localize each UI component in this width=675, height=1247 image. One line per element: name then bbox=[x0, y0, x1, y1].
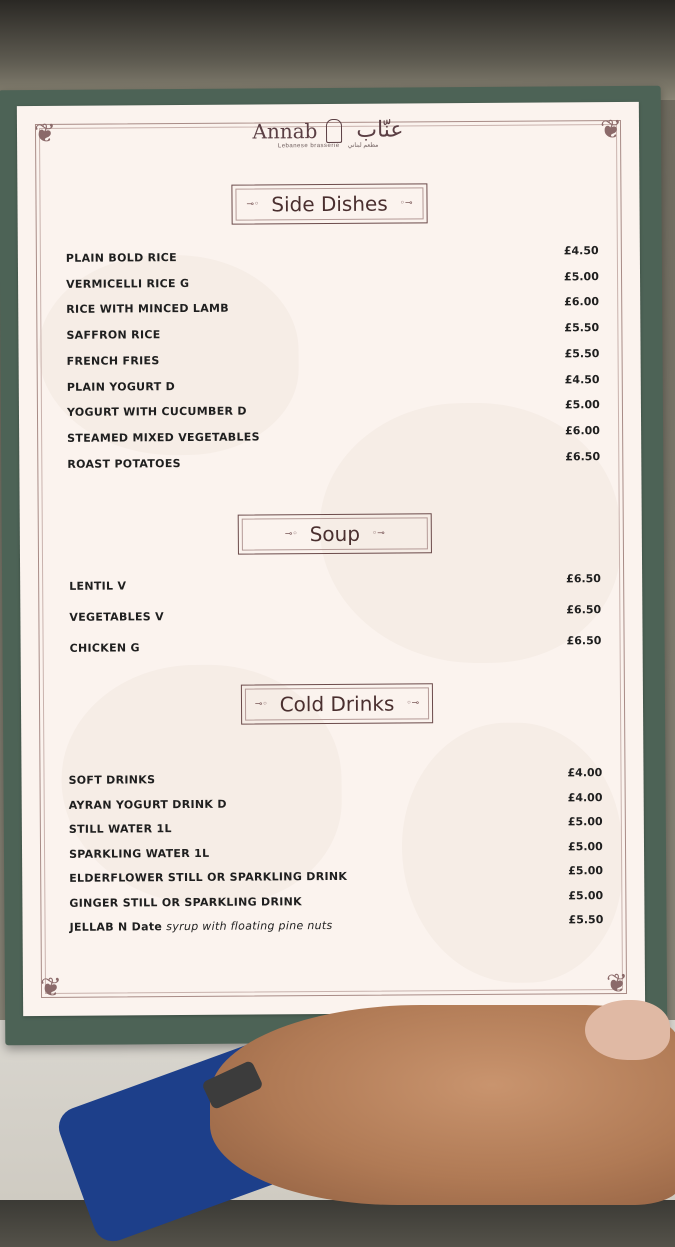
item-name-text: STEAMED MIXED VEGETABLES bbox=[67, 430, 260, 445]
menu-item-price: £5.50 bbox=[564, 321, 600, 335]
item-name-text: LENTIL V bbox=[69, 579, 127, 593]
item-name-text: CHICKEN G bbox=[69, 641, 140, 655]
menu-item-name bbox=[69, 797, 227, 811]
menu-item-price: £6.50 bbox=[566, 603, 602, 617]
menu-item-price: £5.50 bbox=[564, 346, 600, 361]
menu-item-price: £4.50 bbox=[564, 372, 600, 386]
menu-item-name bbox=[67, 354, 160, 368]
menu-item-name bbox=[66, 277, 189, 291]
menu-item-price: £6.00 bbox=[564, 295, 600, 309]
menu-item-name bbox=[69, 895, 302, 910]
menu-item-name bbox=[69, 610, 164, 624]
section-title: Soup bbox=[309, 521, 361, 547]
item-name-text: STILL WATER 1L bbox=[68, 822, 172, 836]
logo-name-ar: عنّاب bbox=[356, 117, 404, 143]
item-name-text: PLAIN BOLD RICE bbox=[65, 251, 178, 265]
logo-subtitle-en: Lebanese brasserie bbox=[277, 142, 340, 150]
menu-item-price: £5.00 bbox=[568, 864, 604, 878]
menu-item-name bbox=[67, 457, 181, 471]
menu-item-name bbox=[70, 641, 140, 654]
menu-item-name bbox=[69, 870, 347, 885]
menu-item-name bbox=[70, 919, 333, 934]
menu-item-price: £4.00 bbox=[567, 790, 603, 804]
menu-item-price: £5.00 bbox=[567, 839, 603, 853]
item-name-text: SAFFRON RICE bbox=[66, 328, 161, 342]
logo-arch-icon bbox=[326, 118, 342, 142]
menu-item-name bbox=[69, 579, 126, 592]
ornament-icon: ⊸◦ bbox=[246, 199, 260, 210]
ornament-icon: ◦⊸ bbox=[406, 698, 420, 709]
item-name-text: RICE WITH MINCED LAMB bbox=[66, 302, 229, 317]
logo-name-en: Annab bbox=[252, 118, 318, 144]
item-name-text: VERMICELLI RICE G bbox=[66, 276, 190, 291]
corner-ornament-icon: ❦ bbox=[39, 972, 62, 1004]
item-name-text: VEGETABLES V bbox=[69, 610, 164, 624]
menu-item-price: £4.50 bbox=[563, 244, 599, 258]
ornament-icon: ⊸◦ bbox=[284, 529, 298, 540]
section-title: Cold Drinks bbox=[279, 691, 395, 717]
item-name-text: ELDERFLOWER STILL OR SPARKLING DRINK bbox=[69, 869, 348, 885]
item-name-text: YOGURT WITH CUCUMBER D bbox=[66, 404, 247, 420]
menu-item-price: £5.00 bbox=[567, 815, 603, 829]
corner-ornament-icon: ❦ bbox=[605, 968, 628, 1000]
logo-subtitle-ar: مطعم لبناني bbox=[347, 142, 379, 149]
menu-item-price: £5.00 bbox=[568, 888, 604, 902]
item-name-text: PLAIN YOGURT D bbox=[66, 379, 176, 394]
menu-item-name bbox=[67, 430, 260, 444]
menu-item-price: £6.50 bbox=[566, 572, 601, 586]
ornament-icon: ⊸◦ bbox=[254, 699, 268, 710]
item-description: syrup with floating pine nuts bbox=[166, 918, 333, 934]
section-title: Side Dishes bbox=[271, 191, 388, 217]
section-header-side-dishes bbox=[231, 183, 427, 224]
menu-item-price: £6.50 bbox=[566, 634, 602, 648]
menu-item-price: £5.50 bbox=[568, 913, 604, 927]
menu-item-name bbox=[68, 773, 155, 787]
item-name-text: ROAST POTATOES bbox=[67, 456, 181, 471]
menu-item-name bbox=[66, 328, 160, 342]
item-name-text: AYRAN YOGURT DRINK D bbox=[68, 797, 227, 812]
menu-item-price: £6.00 bbox=[565, 424, 600, 438]
menu-item-price: £4.00 bbox=[567, 766, 603, 780]
item-name-text: SOFT DRINKS bbox=[68, 773, 156, 787]
menu-item-name bbox=[67, 405, 247, 419]
item-name-text: FRENCH FRIES bbox=[66, 353, 160, 368]
section-header-soup bbox=[238, 513, 432, 554]
menu-item-name bbox=[66, 251, 177, 265]
ornament-icon: ◦⊸ bbox=[371, 528, 385, 539]
corner-ornament-icon: ❦ bbox=[600, 114, 623, 146]
menu-page bbox=[17, 102, 645, 1016]
section-header-cold-drinks bbox=[241, 683, 433, 724]
item-name-text: SPARKLING WATER 1L bbox=[69, 846, 210, 861]
ornament-icon: ◦⊸ bbox=[399, 198, 413, 209]
menu-item-price: £6.50 bbox=[565, 449, 601, 463]
thumb bbox=[585, 1000, 670, 1060]
menu-item-price: £5.00 bbox=[563, 269, 599, 284]
menu-item-name bbox=[69, 822, 172, 836]
menu-item-name bbox=[67, 380, 175, 394]
item-name-text: GINGER STILL OR SPARKLING DRINK bbox=[69, 894, 302, 910]
menu-item-name bbox=[66, 302, 229, 316]
restaurant-background bbox=[0, 0, 675, 100]
corner-ornament-icon: ❦ bbox=[34, 118, 57, 150]
menu-item-price: £5.00 bbox=[564, 398, 600, 412]
menu-item-name bbox=[69, 846, 209, 860]
item-name-text: JELLAB N Date bbox=[69, 920, 163, 934]
